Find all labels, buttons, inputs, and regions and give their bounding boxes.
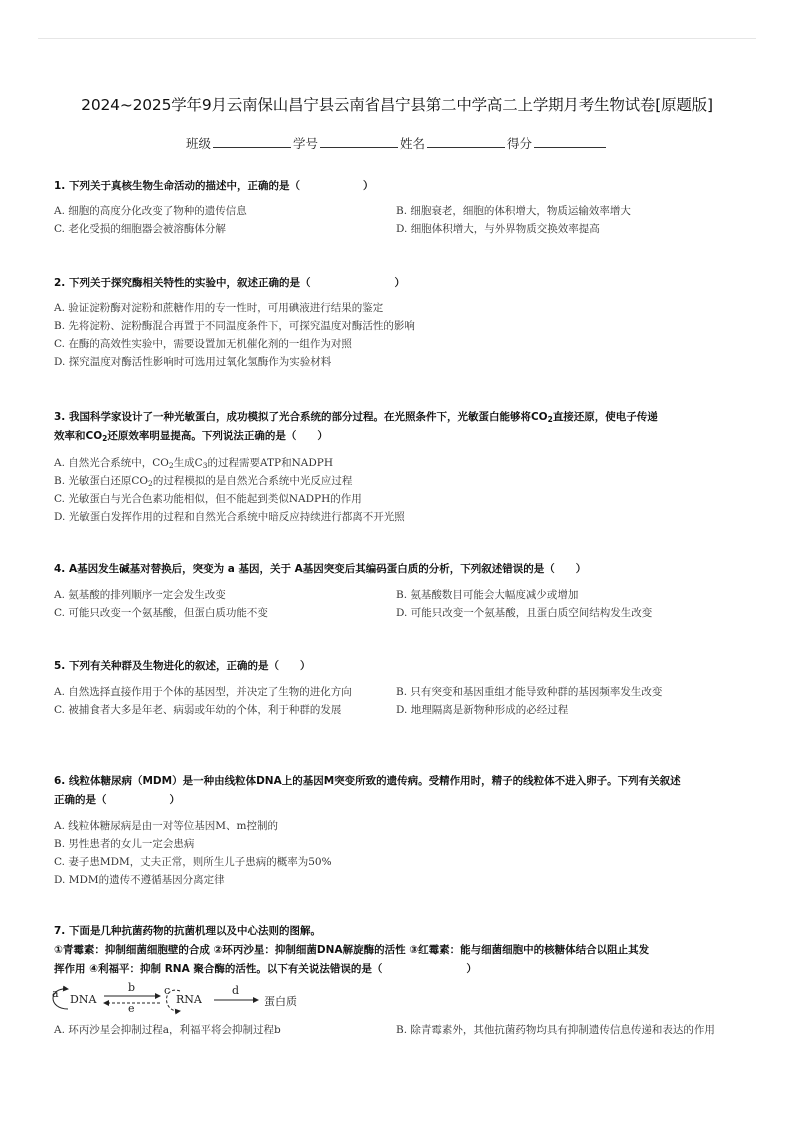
class-label: 班级 bbox=[185, 136, 211, 151]
question-number: 1. bbox=[54, 180, 66, 192]
option-a[interactable]: A. 验证淀粉酶对淀粉和蔗糖作用的专一性时，可用碘液进行结果的鉴定 bbox=[54, 302, 384, 314]
question-1 bbox=[54, 177, 744, 238]
question-3 bbox=[54, 408, 744, 526]
id-blank[interactable] bbox=[320, 135, 398, 148]
option-d[interactable]: D. 光敏蛋白发挥作用的过程和自然光合系统中暗反应持续进行都离不开光照 bbox=[54, 511, 405, 523]
option-a[interactable]: A. 氨基酸的排列顺序一定会发生改变 bbox=[54, 589, 226, 601]
option-b[interactable]: B. 先将淀粉、淀粉酶混合再置于不同温度条件下，可探究温度对酶活性的影响 bbox=[54, 320, 415, 332]
option-a[interactable]: A. 环丙沙星会抑制过程a，利福平将会抑制过程b bbox=[54, 1024, 281, 1036]
question-text: 效率和CO bbox=[54, 430, 103, 442]
option-b[interactable] bbox=[54, 472, 744, 490]
score-blank[interactable] bbox=[534, 135, 606, 148]
question-text: 正确的是（ ） bbox=[54, 794, 180, 806]
label-protein: 蛋白质 bbox=[264, 995, 297, 1008]
question-6 bbox=[54, 772, 744, 889]
option-b[interactable]: B. 除青霉素外，其他抗菌药物均具有抑制遗传信息传递和表达的作用 bbox=[396, 1024, 715, 1036]
question-number: 2. bbox=[54, 277, 66, 289]
option-b[interactable]: B. 氨基酸数目可能会大幅度减少或增加 bbox=[396, 589, 579, 601]
label-d: d bbox=[232, 984, 240, 997]
label-a: a bbox=[52, 987, 59, 1000]
name-label: 姓名 bbox=[400, 136, 426, 151]
option-b[interactable]: B. 细胞衰老，细胞的体积增大，物质运输效率增大 bbox=[396, 205, 631, 217]
label-rna: RNA bbox=[176, 993, 202, 1006]
option-c[interactable]: C. 光敏蛋白与光合色素功能相似，但不能起到类似NADPH的作用 bbox=[54, 493, 362, 505]
option-d[interactable]: D. 地理隔离是新物种形成的必经过程 bbox=[396, 704, 569, 716]
question-number: 6. bbox=[54, 775, 66, 787]
option-a[interactable]: A. 自然选择直接作用于个体的基因型，并决定了生物的进化方向 bbox=[54, 686, 352, 698]
question-5 bbox=[54, 657, 744, 719]
option-d[interactable]: D. 细胞体积增大，与外界物质交换效率提高 bbox=[396, 223, 600, 235]
question-text: ①青霉素：抑制细菌细胞壁的合成 ②环丙沙星：抑制细菌DNA解旋酶的活性 ③红霉素：能与细菌细胞中的核糖体结合以阻止其发 bbox=[54, 944, 650, 956]
option-b[interactable]: B. 男性患者的女儿一定会患病 bbox=[54, 838, 195, 850]
subscript: 2 bbox=[168, 461, 174, 470]
question-stem bbox=[54, 177, 744, 196]
option-d[interactable]: D. 可能只改变一个氨基酸，且蛋白质空间结构发生改变 bbox=[396, 607, 653, 619]
subscript: 2 bbox=[102, 434, 108, 443]
header-rule bbox=[38, 38, 756, 39]
question-stem bbox=[54, 274, 744, 293]
question-number: 7. bbox=[54, 925, 66, 937]
option-a[interactable] bbox=[54, 454, 744, 472]
question-stem bbox=[54, 560, 744, 579]
label-c: c bbox=[164, 984, 171, 997]
score-label: 得分 bbox=[507, 136, 533, 151]
option-text: 生成C bbox=[173, 457, 203, 469]
option-a[interactable]: A. 线粒体糖尿病是由一对等位基因M、m控制的 bbox=[54, 820, 278, 832]
subscript: 2 bbox=[547, 415, 553, 424]
option-text: 的过程需要ATP和NADPH bbox=[207, 457, 334, 469]
option-d[interactable]: D. 探究温度对酶活性影响时可选用过氧化氢酶作为实验材料 bbox=[54, 356, 332, 368]
option-d[interactable]: D. MDM的遗传不遵循基因分离定律 bbox=[54, 874, 225, 886]
question-text: 下列有关种群及生物进化的叙述，正确的是（ ） bbox=[68, 660, 311, 672]
question-text: 还原效率明显提高。下列说法正确的是（ ） bbox=[107, 430, 328, 442]
label-b: b bbox=[128, 981, 136, 994]
option-c[interactable]: C. 在酶的高效性实验中，需要设置加无机催化剂的一组作为对照 bbox=[54, 338, 352, 350]
option-c[interactable]: C. 被捕食者大多是年老、病弱或年幼的个体，利于种群的发展 bbox=[54, 704, 342, 716]
class-blank[interactable] bbox=[213, 135, 291, 148]
question-text: 直接还原，使电子传递 bbox=[552, 411, 658, 423]
label-dna: DNA bbox=[70, 993, 97, 1006]
option-b[interactable]: B. 只有突变和基因重组才能导致种群的基因频率发生改变 bbox=[396, 686, 663, 698]
subscript: 3 bbox=[202, 461, 208, 470]
id-label: 学号 bbox=[292, 136, 318, 151]
question-4 bbox=[54, 560, 744, 622]
question-7 bbox=[54, 922, 744, 1039]
option-a[interactable]: A. 细胞的高度分化改变了物种的遗传信息 bbox=[54, 205, 247, 217]
question-text: 下列关于探究酶相关特性的实验中，叙述正确的是（ ） bbox=[68, 277, 405, 289]
option-c[interactable]: C. 可能只改变一个氨基酸，但蛋白质功能不变 bbox=[54, 607, 268, 619]
subscript: 2 bbox=[148, 479, 153, 488]
question-stem bbox=[54, 922, 744, 979]
question-number: 3. bbox=[54, 411, 66, 423]
question-2 bbox=[54, 274, 744, 371]
question-text: 挥作用 ④利福平：抑制 RNA 聚合酶的活性。以下有关说法错误的是（ ） bbox=[54, 963, 477, 975]
student-info-bar bbox=[0, 134, 794, 152]
option-text: 的过程模拟的是自然光合系统中光反应过程 bbox=[152, 475, 353, 487]
question-text: 线粒体糖尿病（MDM）是一种由线粒体DNA上的基因M突变所致的遗传病。受精作用时，精子的线粒体不进入卵子。下列有关叙述 bbox=[68, 775, 681, 787]
question-text: A基因发生碱基对替换后，突变为 a 基因，关于 A基因突变后其编码蛋白质的分析，下列叙述错误的是（ ） bbox=[68, 563, 587, 575]
option-text: A. 自然光合系统中，CO bbox=[54, 457, 169, 469]
page-title: 2024~2025学年9月云南保山昌宁县云南省昌宁县第二中学高二上学期月考生物试卷[原题版] bbox=[81, 96, 713, 114]
question-stem bbox=[54, 772, 744, 810]
question-stem bbox=[54, 657, 744, 676]
option-text: B. 光敏蛋白还原CO bbox=[54, 475, 149, 487]
central-dogma-diagram bbox=[48, 983, 348, 1017]
label-e: e bbox=[128, 1002, 135, 1015]
question-text: 我国科学家设计了一种光敏蛋白，成功模拟了光合系统的部分过程。在光照条件下，光敏蛋白能够将CO bbox=[68, 411, 548, 423]
question-stem bbox=[54, 408, 744, 446]
question-number: 5. bbox=[54, 660, 66, 672]
question-number: 4. bbox=[54, 563, 66, 575]
option-c[interactable]: C. 妻子患MDM，丈夫正常，则所生儿子患病的概率为50% bbox=[54, 856, 332, 868]
question-text: 下列关于真核生物生命活动的描述中，正确的是（ ） bbox=[68, 180, 374, 192]
name-blank[interactable] bbox=[427, 135, 505, 148]
option-c[interactable]: C. 老化受损的细胞器会被溶酶体分解 bbox=[54, 223, 226, 235]
question-text: 下面是几种抗菌药物的抗菌机理以及中心法则的图解。 bbox=[68, 925, 321, 937]
